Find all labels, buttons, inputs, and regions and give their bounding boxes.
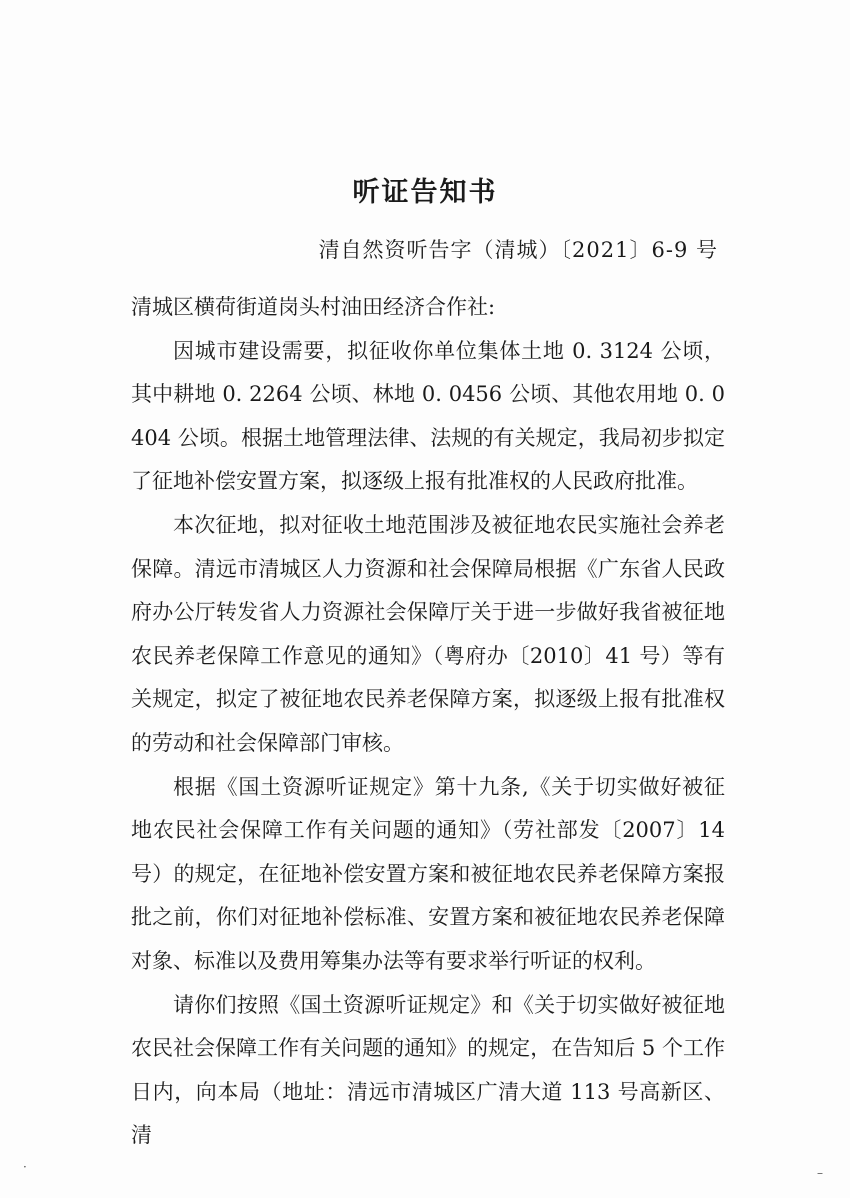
addressee: 清城区横荷街道岗头村油田经济合作社: — [131, 295, 496, 319]
paragraph-hearing-request: 请你们按照《国土资源听证规定》和《关于切实做好被征地农民社会保障工作有关问题的通知》的规定，在告知后 5 个工作日内，向本局（地址：清远市清城区广清大道 113 号高新区、清 — [131, 992, 725, 1148]
scan-mark-right: – — [817, 1166, 823, 1180]
scan-mark-left: · — [23, 1160, 27, 1174]
document-body — [131, 286, 725, 1158]
document-number: 清自然资听告字（清城）〔2021〕6-9 号 — [318, 238, 718, 262]
paragraph-land-acquisition: 因城市建设需要，拟征收你单位集体土地 0. 3124 公顷，其中耕地 0. 2264 公顷、林地 0. 0456 公顷、其他农用地 0. 0404 公顷。根据土地管理法律、法规的有关规定，我局初步拟定了征地补偿安置方案，拟逐级上报有批准权的人民政府批准。 — [131, 338, 725, 494]
document-title: 听证告知书 — [352, 177, 498, 208]
paragraph-hearing-right: 根据《国土资源听证规定》第十九条,《关于切实做好被征地农民社会保障工作有关问题的通知》（劳社部发〔2007〕14 号）的规定，在征地补偿安置方案和被征地农民养老保障方案报批之前，你们对征地补偿标准、安置方案和被征地农民养老保障对象、标准以及费用筹集办法等有要求举行听证的权利。 — [131, 774, 725, 973]
paragraph-pension-security: 本次征地，拟对征收土地范围涉及被征地农民实施社会养老保障。清远市清城区人力资源和社会保障局根据《广东省人民政府办公厅转发省人力资源社会保障厅关于进一步做好我省被征地农民养老保障工作意见的通知》（粤府办〔2010〕41 号）等有关规定，拟定了被征地农民养老保障方案，拟逐级上报有批准权的劳动和社会保障部门审核。 — [131, 512, 725, 755]
